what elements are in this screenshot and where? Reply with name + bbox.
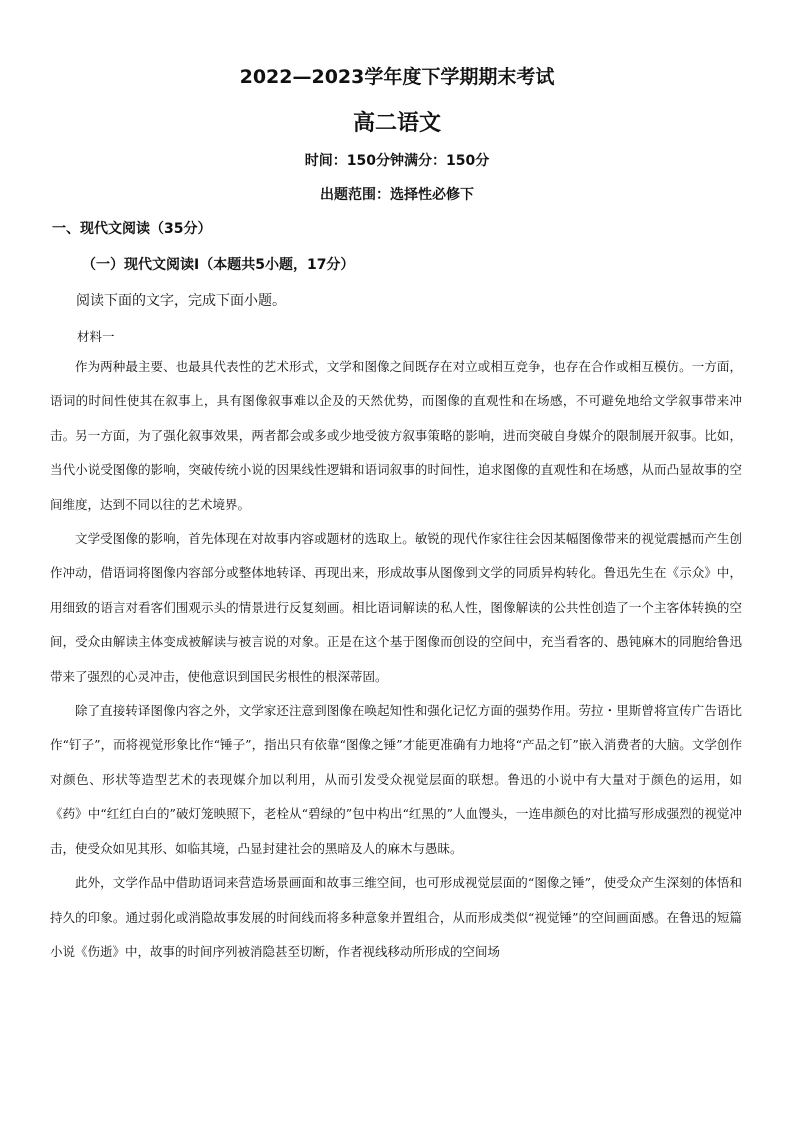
passage-paragraph: 此外，文学作品中借助语词来营造场景画面和故事三维空间，也可形成视觉层面的“图像之锤”，使受众产生深刻的体悟和持久的印象。通过弱化或消隐故事发展的时间线而将多种意象并置组合，从而形成类似“视觉锤”的空间画面感。在鲁迅的短篇小说《伤逝》中，故事的时间序列被消隐甚至切断，作者视线移动所形成的空间场	[50, 875, 742, 959]
material-label: 材料一	[77, 329, 115, 344]
scope-line: 出题范围：选择性必修下	[320, 187, 474, 203]
passage-paragraph: 文学受图像的影响，首先体现在对故事内容或题材的选取上。敏锐的现代作家往往会因某幅图像带来的视觉震撼而产生创作冲动，借语词将图像内容部分或整体地转译、再现出来，形成故事从图像到文学的同质异构转化。鲁迅先生在《示众》中，用细致的语言对看客们围观示头的情景进行反复刻画。相比语词解读的私人性，图像解读的公共性创造了一个主客体转换的空间，受众由解读主体变成被解读与被言说的对象。正是在这个基于图像而创设的空间中，充当看客的、愚钝麻木的同胞给鲁迅带来了强烈的心灵冲击，使他意识到国民劣根性的根深蒂固。	[50, 531, 742, 684]
time-score-line: 时间：150分钟满分：150分	[304, 153, 490, 169]
passage-paragraph: 除了直接转译图像内容之外，文学家还注意到图像在唤起知性和强化记忆方面的强势作用。劳拉・里斯曾将宣传广告语比作“钉子”，而将视觉形象比作“锤子”，指出只有依靠“图像之锤”才能更准确有力地将“产品之钉”嵌入消费者的大脑。文学创作对颜色、形状等造型艺术的表现媒介加以利用，从而引发受众视觉层面的联想。鲁迅的小说中有大量对于颜色的运用，如《药》中“红红白白的”破灯笼映照下，老栓从“碧绿的”包中构出“红黑的”人血馒头，一连串颜色的对比描写形成强烈的视觉冲击，使受众如见其形、如临其境，凸显封建社会的黑暗及人的麻木与愚昧。	[50, 703, 742, 856]
passage-paragraph: 作为两种最主要、也最具代表性的艺术形式，文学和图像之间既存在对立或相互竞争，也存在合作或相互模仿。一方面，语词的时间性使其在叙事上，具有图像叙事难以企及的天然优势，而图像的直观性和在场感，不可避免地给文学叙事带来冲击。另一方面，为了强化叙事效果，两者都会或多或少地受彼方叙事策略的影响，进而突破自身媒介的限制展开叙事。比如，当代小说受图像的影响，突破传统小说的因果线性逻辑和语词叙事的时间性，追求图像的直观性和在场感，从而凸显故事的空间维度，达到不同以往的艺术境界。	[50, 359, 742, 512]
exam-title: 2022—2023学年度下学期期末考试	[239, 66, 555, 88]
instruction-text: 阅读下面的文字，完成下面小题。	[76, 293, 286, 309]
section-heading: 一、现代文阅读（35分）	[52, 221, 212, 237]
subsection-heading: （一）现代文阅读Ⅰ（本题共5小题，17分）	[82, 257, 355, 273]
subject-title: 高二语文	[352, 111, 441, 136]
passage-body	[50, 350, 742, 969]
